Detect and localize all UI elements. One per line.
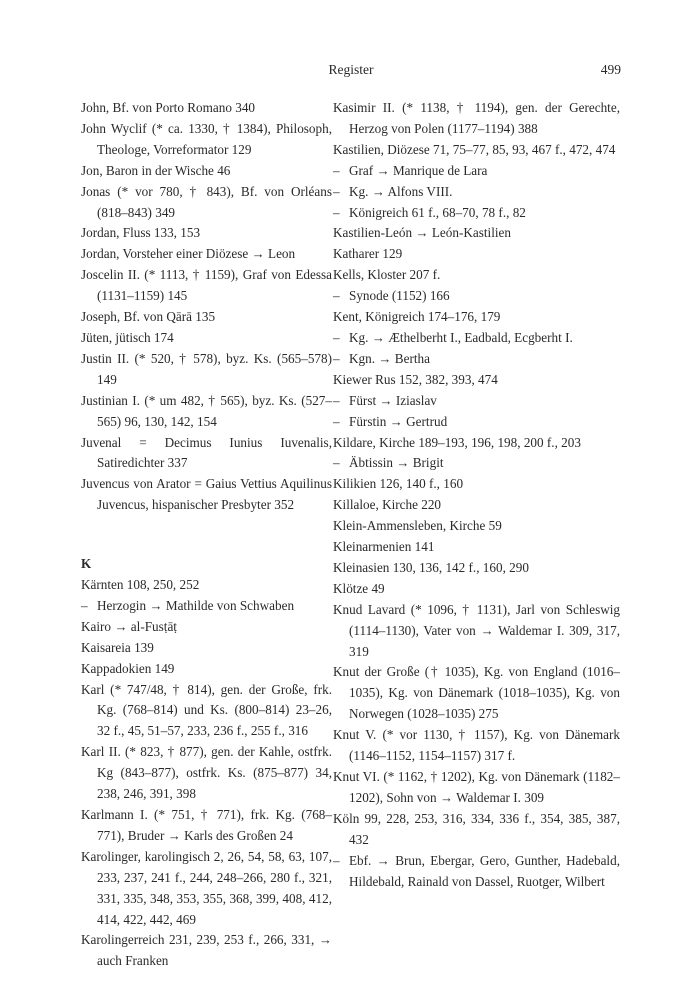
index-entry [333, 579, 620, 600]
index-entry [81, 805, 332, 847]
subentry-dash: – [333, 413, 340, 429]
index-subentry [333, 349, 620, 370]
entry-text: Karlmann I. (* 751, † 771), frk. Kg. (768–771), Bruder → Karls des Großen 24 [81, 807, 332, 843]
subentry-dash: – [81, 597, 88, 613]
entry-text: Jon, Baron in der Wische 46 [81, 162, 231, 178]
index-subentry [81, 596, 332, 617]
index-entry [81, 223, 332, 244]
subentry-dash: – [333, 329, 340, 345]
subentry-dash: – [333, 852, 340, 868]
index-entry [333, 307, 620, 328]
entry-text: Kildare, Kirche 189–193, 196, 198, 200 f., 203 [333, 434, 581, 450]
index-entry [81, 433, 332, 475]
subentry-dash: – [333, 455, 340, 471]
entry-text: Juvenal = Decimus Iunius Iuvenalis, Satiredichter 337 [81, 434, 332, 471]
entry-text: Joscelin II. (* 1113, † 1159), Graf von Edessa (1131–1159) 145 [81, 267, 332, 304]
entry-text: Graf → Manrique de Lara [349, 162, 488, 178]
section-letter: K [81, 556, 92, 572]
entry-text: Kiewer Rus 152, 382, 393, 474 [333, 371, 498, 387]
index-entry [81, 328, 332, 349]
index-entry [333, 809, 620, 851]
entry-text: Knud Lavard (* 1096, † 1131), Jarl von Schleswig (1114–1130), Vater von → Waldemar I. 309, 317, 319 [333, 601, 620, 659]
index-entry [333, 474, 620, 495]
index-subentry [333, 412, 620, 433]
subentry-dash: – [333, 350, 340, 366]
index-subentry [333, 391, 620, 412]
index-subentry [333, 328, 620, 349]
running-header [81, 62, 621, 82]
index-subentry [333, 203, 620, 224]
entry-text: Karl II. (* 823, † 877), gen. der Kahle, ostfrk. Kg (843–877), ostfrk. Ks. (875–877) 34, 238, 246, 391, 398 [81, 744, 332, 802]
entry-text: Kappadokien 149 [81, 660, 175, 676]
index-entry [333, 98, 620, 140]
entry-text: Kilikien 126, 140 f., 160 [333, 476, 464, 492]
entry-text: Justin II. (* 520, † 578), byz. Ks. (565–578) 149 [81, 350, 332, 387]
index-entry [333, 244, 620, 265]
index-entries-k [81, 575, 332, 972]
entry-text: Karolingerreich 231, 239, 253 f., 266, 331, → auch Franken [81, 932, 332, 969]
index-entry [333, 370, 620, 391]
entry-text: Kärnten 108, 250, 252 [81, 577, 200, 593]
index-entry [333, 140, 620, 161]
entry-text: Justinian I. (* um 482, † 565), byz. Ks. (527–565) 96, 130, 142, 154 [81, 392, 332, 429]
entry-text: Joseph, Bf. von Qārā 135 [81, 309, 216, 325]
entry-text: Königreich 61 f., 68–70, 78 f., 82 [349, 204, 526, 220]
index-entry [81, 474, 332, 516]
entry-text: Jordan, Vorsteher einer Diözese → Leon [81, 246, 296, 262]
index-entry [81, 307, 332, 328]
entry-text: Fürstin → Gertrud [349, 413, 448, 429]
index-entry [81, 742, 332, 805]
entry-text: Jonas (* vor 780, † 843), Bf. von Orléans (818–843) 349 [81, 183, 332, 220]
entry-text: Kastilien, Diözese 71, 75–77, 85, 93, 467 f., 472, 474 [333, 141, 616, 157]
index-entry [81, 680, 332, 743]
index-entry [81, 265, 332, 307]
subentry-dash: – [333, 392, 340, 408]
subentry-dash: – [333, 288, 340, 304]
entry-text: Karl (* 747/48, † 814), gen. der Große, frk. Kg. (768–814) und Ks. (800–814) 23–26, 32 f., 45, 51–57, 233, 236 f., 255 f., 316 [81, 681, 332, 739]
subentry-dash: – [333, 162, 340, 178]
entry-text: Karolinger, karolingisch 2, 26, 54, 58, 63, 107, 233, 237, 241 f., 244, 248–266, 280 f., 321, 331, 335, 348, 353, 355, 368, 399, 408, 412, 414, 422, 442, 469 [81, 848, 332, 927]
entry-text: Klein-Ammensleben, Kirche 59 [333, 518, 502, 534]
subentry-dash: – [333, 204, 340, 220]
entry-text: Kg. → Æthelberht I., Eadbald, Ecgberht I. [349, 329, 573, 345]
entry-text: Äbtissin → Brigit [349, 455, 444, 471]
entry-text: Knut der Große († 1035), Kg. von England (1016–1035), Kg. von Dänemark (1018–1035), Kg. von Norwegen (1028–1035) 275 [333, 664, 620, 722]
index-entry [333, 516, 620, 537]
index-entry [333, 558, 620, 579]
index-entry [81, 182, 332, 224]
entry-text: Kleinarmenien 141 [333, 539, 435, 555]
page-number: 499 [600, 62, 621, 77]
index-entry [333, 767, 620, 809]
index-entry [81, 847, 332, 931]
entry-text: Kasimir II. (* 1138, † 1194), gen. der Gerechte, Herzog von Polen (1177–1194) 388 [333, 100, 620, 136]
entry-text: John, Bf. von Porto Romano 340 [81, 100, 256, 115]
index-entry [333, 662, 620, 725]
entry-text: John Wyclif (* ca. 1330, † 1384), Philosoph, Theologe, Vorreformator 129 [81, 120, 332, 157]
entry-text: Kent, Königreich 174–176, 179 [333, 309, 501, 325]
index-entry [333, 600, 620, 663]
entry-text: Fürst → Iziaslav [349, 392, 437, 408]
entry-text: Ebf. → Brun, Ebergar, Gero, Gunther, Hadebald, Hildebald, Rainald von Dassel, Ruotger, Wilbert [349, 852, 620, 889]
index-column-left [81, 98, 332, 972]
index-entry [333, 433, 620, 454]
entry-text: Kastilien-León → León-Kastilien [333, 225, 511, 241]
index-subentry [333, 453, 620, 474]
index-entry [81, 575, 332, 596]
index-entry [81, 119, 332, 161]
index-entry [333, 265, 620, 286]
index-subentry [333, 161, 620, 182]
index-entry [333, 537, 620, 558]
index-entry [81, 244, 332, 265]
entry-text: Katharer 129 [333, 246, 403, 262]
index-subentry [333, 182, 620, 203]
index-entries-j [81, 98, 332, 516]
index-column-right [333, 98, 620, 892]
index-entry [81, 659, 332, 680]
header-title: Register [328, 62, 374, 77]
entry-text: Köln 99, 228, 253, 316, 334, 336 f., 354, 385, 387, 432 [333, 810, 620, 847]
index-entry [333, 223, 620, 244]
entry-text: Kells, Kloster 207 f. [333, 267, 441, 283]
index-entry [81, 638, 332, 659]
index-entry [81, 349, 332, 391]
entry-text: Jüten, jütisch 174 [81, 329, 174, 345]
index-entry [81, 391, 332, 433]
entry-text: Knut V. (* vor 1130, † 1157), Kg. von Dänemark (1146–1152, 1154–1157) 317 f. [333, 727, 620, 764]
subentry-dash: – [333, 183, 340, 199]
index-entries-k-continued [333, 98, 620, 892]
index-entry [81, 98, 332, 119]
index-subentry [333, 286, 620, 307]
entry-text: Synode (1152) 166 [349, 288, 450, 304]
entry-text: Juvencus von Arator = Gaius Vettius Aquilinus Juvencus, hispanischer Presbyter 352 [81, 476, 332, 513]
entry-text: Kairo → al-Fusṭāṭ [81, 618, 177, 634]
entry-text: Kg. → Alfons VIII. [349, 183, 453, 199]
index-entry [81, 617, 332, 638]
entry-text: Herzogin → Mathilde von Schwaben [97, 597, 295, 613]
index-entry [333, 725, 620, 767]
index-entry [333, 495, 620, 516]
entry-text: Killaloe, Kirche 220 [333, 497, 442, 513]
entry-text: Klötze 49 [333, 580, 385, 596]
index-entry [81, 161, 332, 182]
entry-text: Kleinasien 130, 136, 142 f., 160, 290 [333, 559, 529, 575]
entry-text: Jordan, Fluss 133, 153 [81, 225, 201, 241]
entry-text: Knut VI. (* 1162, † 1202), Kg. von Dänemark (1182–1202), Sohn von → Waldemar I. 309 [333, 769, 620, 805]
index-entry [81, 930, 332, 972]
index-subentry [333, 851, 620, 893]
entry-text: Kaisareia 139 [81, 639, 154, 655]
entry-text: Kgn. → Bertha [349, 350, 430, 366]
